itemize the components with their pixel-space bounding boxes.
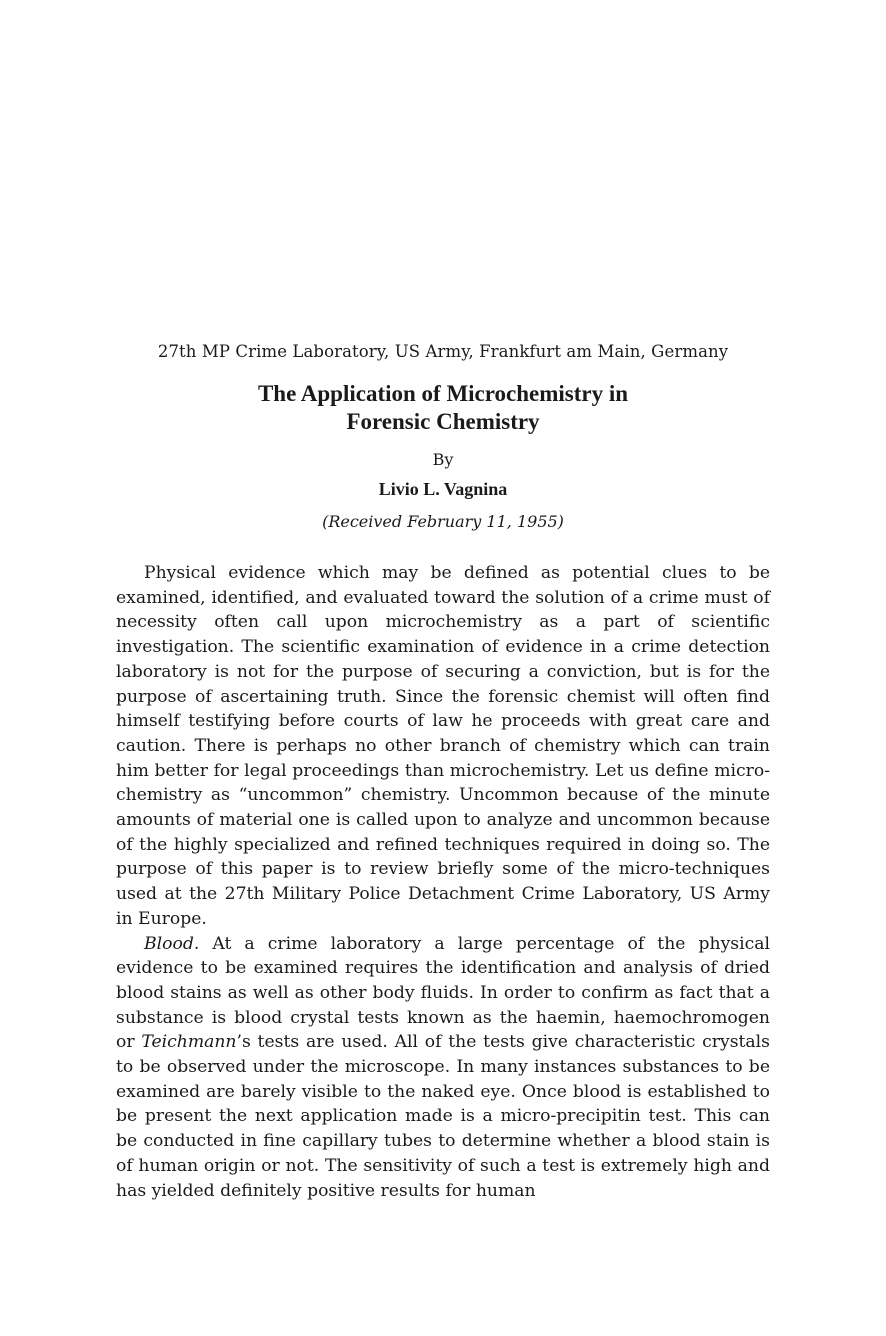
affiliation: 27th MP Crime Laboratory, US Army, Frankfurt am Main, Germany	[157, 342, 729, 361]
title-line-1: The Application of Microchemistry in	[257, 381, 629, 406]
body-text	[116, 561, 770, 1203]
paper-title	[0, 380, 886, 436]
paragraph-2	[116, 932, 770, 1204]
received-date: (Received February 11, 1955)	[322, 512, 564, 531]
paragraph-1: Physical evidence which may be defined as potential clues to be examined, identified, and evaluated toward the solution of a crime must of necessity often call upon microchemistry as a part of scientific investigation. The scientific examination of evidence in a crime detection laboratory is not for the purpose of securing a conviction, but is for the purpose of ascertaining truth. Since the forensic chemist will often find himself testifying before courts of law he proceeds with great care and caution. There is perhaps no other branch of chemistry which can train him better for legal proceedings than microchemistry. Let us define micro-chemistry as “uncommon” chemistry. Uncommon because of the minute amounts of material one is called upon to analyze and uncommon because of the highly specialized and refined techniques required in doing so. The purpose of this paper is to review briefly some of the micro-techniques used at the 27th Military Police Detachment Crime Laboratory, US Army in Europe.	[116, 563, 770, 929]
section-heading-blood: Blood.	[144, 933, 200, 954]
title-line-2: Forensic Chemistry	[346, 409, 540, 434]
teichmann-name: Teichmann	[141, 1032, 237, 1053]
paragraph-2-text-a: At a crime laboratory a large percentage of the physical evidence to be examined requires the identification and analysis of dried blood stains as well as other body fluids. In order to confirm as fact that a substance is blood crystal tests known as the haemin, haemochromogen or	[116, 933, 770, 1053]
author-name: Livio L. Vagnina	[378, 479, 508, 499]
byline-label: By	[432, 450, 454, 469]
paragraph-2-text-b: ’s tests are used. All of the tests give characteristic crystals to be observed under the microscope. In many instances substances to be examined are barely visible to the naked eye. Once blood is established to be present the next application made is a micro-precipitin test. This can be conducted in fine capillary tubes to determine whether a blood stain is of human origin or not. The sensitivity of such a test is extremely high and has yielded definitely positive results for human	[116, 1032, 770, 1201]
